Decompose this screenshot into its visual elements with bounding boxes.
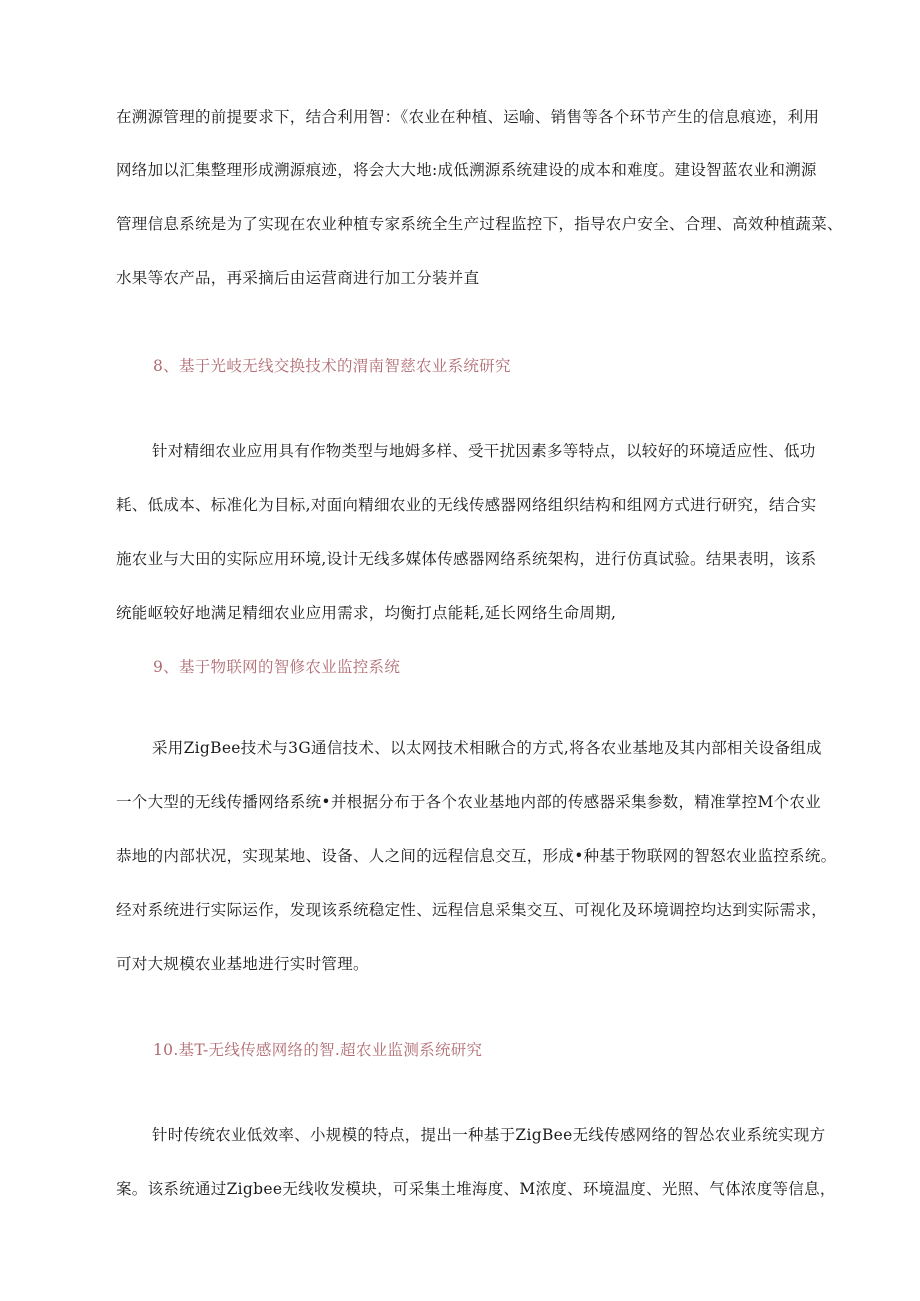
- paragraph-line: 网络加以汇集整理形成溯源痕迹，将会大大地:成低溯源系统建设的成本和难度。建设智蓝农业和溯源: [116, 161, 817, 179]
- paragraph-line: 针时传统农业低效率、小规模的特点，提出一种基于ZigBee无线传感网络的智怂农业系统实现方: [152, 1126, 826, 1144]
- paragraph-line: 水果等农产品，再采摘后由运营商进行加工分装并直: [116, 269, 480, 287]
- paragraph-line: 管理信息系统是为了实现在农业种植专家系统全生产过程监控下，指导农户安全、合理、高效种植蔬菜、: [116, 215, 843, 233]
- paragraph-line: 耗、低成本、标准化为目标,对面向精细农业的无线传感器网络组织结构和组网方式进行研究，结合实: [116, 496, 817, 514]
- paragraph-line: 可对大规模农业基地进行实时管理。: [116, 955, 369, 973]
- paragraph-line: 在溯源管理的前提要求下，结合利用智：《农业在种植、运喻、销售等各个环节产生的信息痕迹，利用: [116, 108, 820, 126]
- paragraph-line: 一个大型的无线传播网络系统•并根据分布于各个农业基地内部的传感器采集参数，精准掌控M个农业: [116, 793, 822, 811]
- paragraph-line: 恭地的内部状况，实现某地、设备、人之间的远程信息交互，形成•种基于物联网的智怒农业监控系统。: [116, 847, 837, 865]
- section-heading-9: 9、基于物联网的智修农业监控系统: [153, 658, 401, 676]
- paragraph-line: 经对系统进行实际运作，发现该系统稳定性、远程信息采集交互、可视化及环境调控均达到实际需求，: [116, 901, 828, 919]
- paragraph-line: 案。该系统通过Zigbee无线收发模块，可采集土堆海度、M浓度、环境温度、光照、气体浓度等信息，: [116, 1180, 836, 1198]
- section-heading-10: 10.基T-无线传感网络的智.超农业监测系统研究: [153, 1041, 483, 1059]
- paragraph-line: 针对精细农业应用具有作物类型与地姆多样、受干扰因素多等特点，以较好的环境适应性、低功: [152, 442, 816, 460]
- paragraph-line: 统能岖较好地满足精细农业应用需求，均衡打点能耗,延长网络生命周期,: [116, 604, 617, 622]
- section-heading-8: 8、基于光岐无线交换技术的渭南智慈农业系统研究: [153, 357, 511, 375]
- paragraph-line: 施农业与大田的实际应用环境,设计无线多媒体传感器网络系统架构，进行仿真试验。结果表明，该系: [116, 550, 817, 568]
- paragraph-line: 采用ZigBee技术与3G通信技术、以太网技术相瞅合的方式,将各农业基地及其内部相关设备组成: [152, 739, 822, 757]
